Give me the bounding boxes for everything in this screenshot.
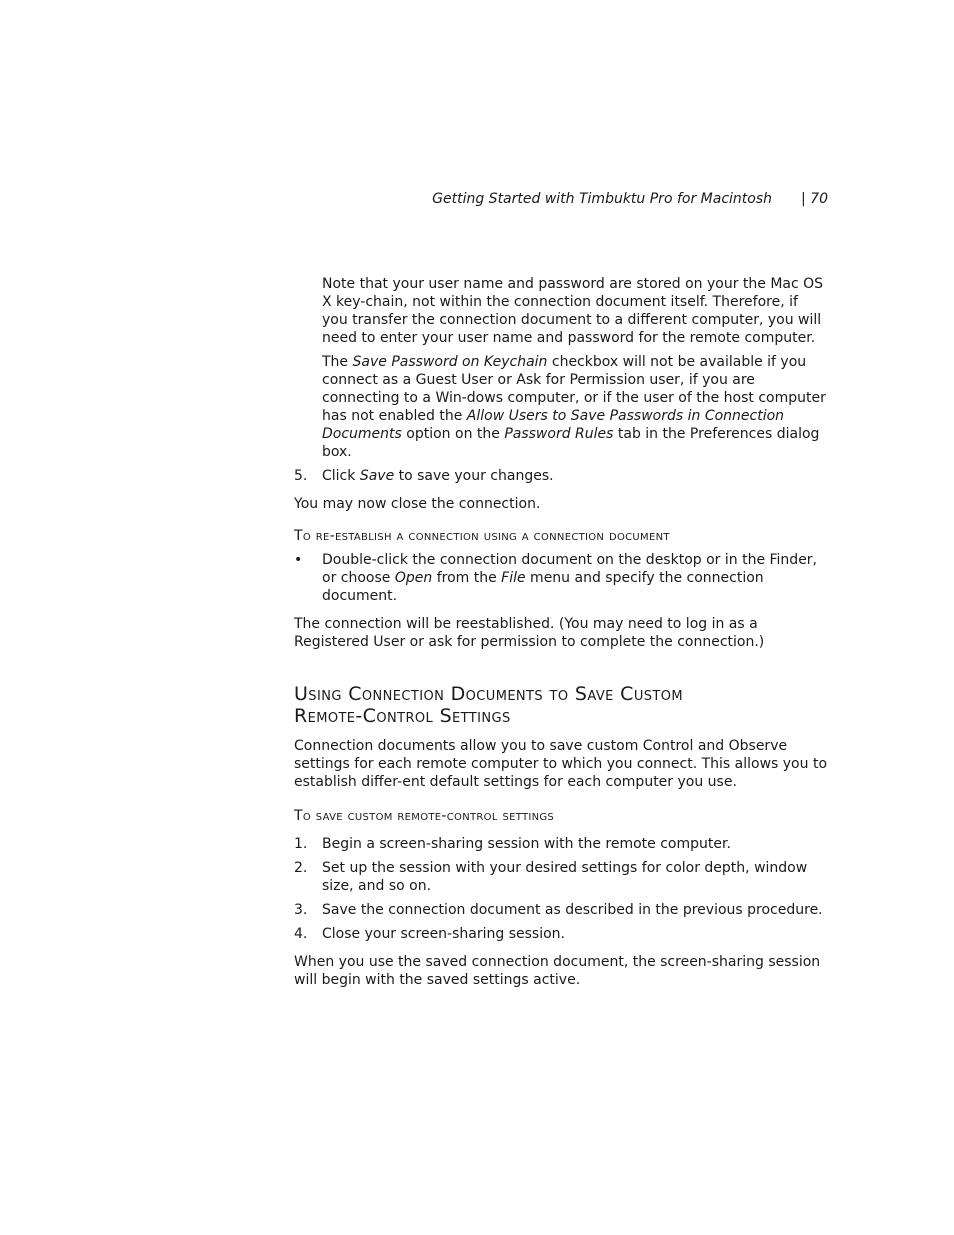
step-text: from the — [432, 570, 502, 586]
list-item — [294, 835, 828, 853]
note-text: option on the — [401, 426, 505, 442]
step-text: Save the connection document as described in the previous procedure. — [322, 902, 823, 918]
reestablished-note: The connection will be reestablished. (You may need to log in as a Registered User or ask for permission to complete the connection.) — [294, 616, 765, 650]
step-text: to save your changes. — [394, 468, 554, 484]
ui-term: Save — [359, 468, 395, 484]
book-title: Getting Started with Timbuktu Pro for Macintosh — [432, 191, 772, 207]
ui-term: Password Rules — [504, 426, 614, 442]
step-text: Set up the session with your desired settings for color depth, window size, and so on. — [322, 860, 808, 894]
page-number: | 70 — [801, 191, 828, 207]
step-text: Close your screen-sharing session. — [322, 926, 565, 942]
bullet: • — [294, 552, 303, 568]
step-text: Double-click the connection document on the desktop or in the Finder, or choose — [322, 552, 818, 586]
step-number: 4. — [294, 926, 308, 942]
step-text: Click — [322, 468, 360, 484]
close-connection-note: You may now close the connection. — [294, 496, 541, 512]
step-text: Begin a screen-sharing session with the remote computer. — [322, 836, 731, 852]
procedure-heading: To re-establish a connection using a connection document — [294, 528, 670, 544]
step-text: menu and specify the connection document. — [322, 570, 764, 604]
section-title — [294, 683, 828, 727]
section-title-line: Using Connection Documents to Save Custom — [294, 683, 683, 705]
keychain-note: Note that your user name and password are stored on your the Mac OS X key-chain, not within the connection document itself. Therefore, if you transfer the connection document to a different computer, you will need to enter your user name and password for the remote computer. — [322, 276, 824, 346]
running-header — [294, 191, 828, 213]
list-item — [294, 551, 828, 605]
section-intro: Connection documents allow you to save custom Control and Observe settings for each remote computer to which you connect. This allows you to establish differ-ent default settings for each computer you use. — [294, 738, 828, 790]
ui-term: Allow Users to Save Passwords in Connection Documents — [322, 408, 785, 442]
ui-term: Save Password on Keychain — [352, 354, 548, 370]
list-item — [294, 467, 828, 485]
step-number: 3. — [294, 902, 308, 918]
step-number: 5. — [294, 468, 308, 484]
step-number: 1. — [294, 836, 308, 852]
list-item — [294, 901, 828, 919]
page-body — [294, 275, 828, 989]
note-text: The — [322, 354, 353, 370]
section-title-line: Remote-Control Settings — [294, 705, 511, 727]
ui-term: Open — [394, 570, 433, 586]
saved-settings-note: When you use the saved connection document, the screen-sharing session will begin with the saved settings active. — [294, 954, 821, 988]
step-number: 2. — [294, 860, 308, 876]
save-password-note — [294, 353, 828, 461]
note-text: tab in the Preferences dialog box. — [322, 426, 820, 460]
list-item — [294, 859, 828, 895]
note-text: checkbox will not be available if you connect as a Guest User or Ask for Permission user, if you are connecting to a Win-dows computer, or if the user of the host computer has not enabled the — [322, 354, 826, 424]
ui-term: File — [501, 570, 526, 586]
list-item — [294, 925, 828, 943]
procedure-heading: To save custom remote-control settings — [294, 808, 555, 824]
